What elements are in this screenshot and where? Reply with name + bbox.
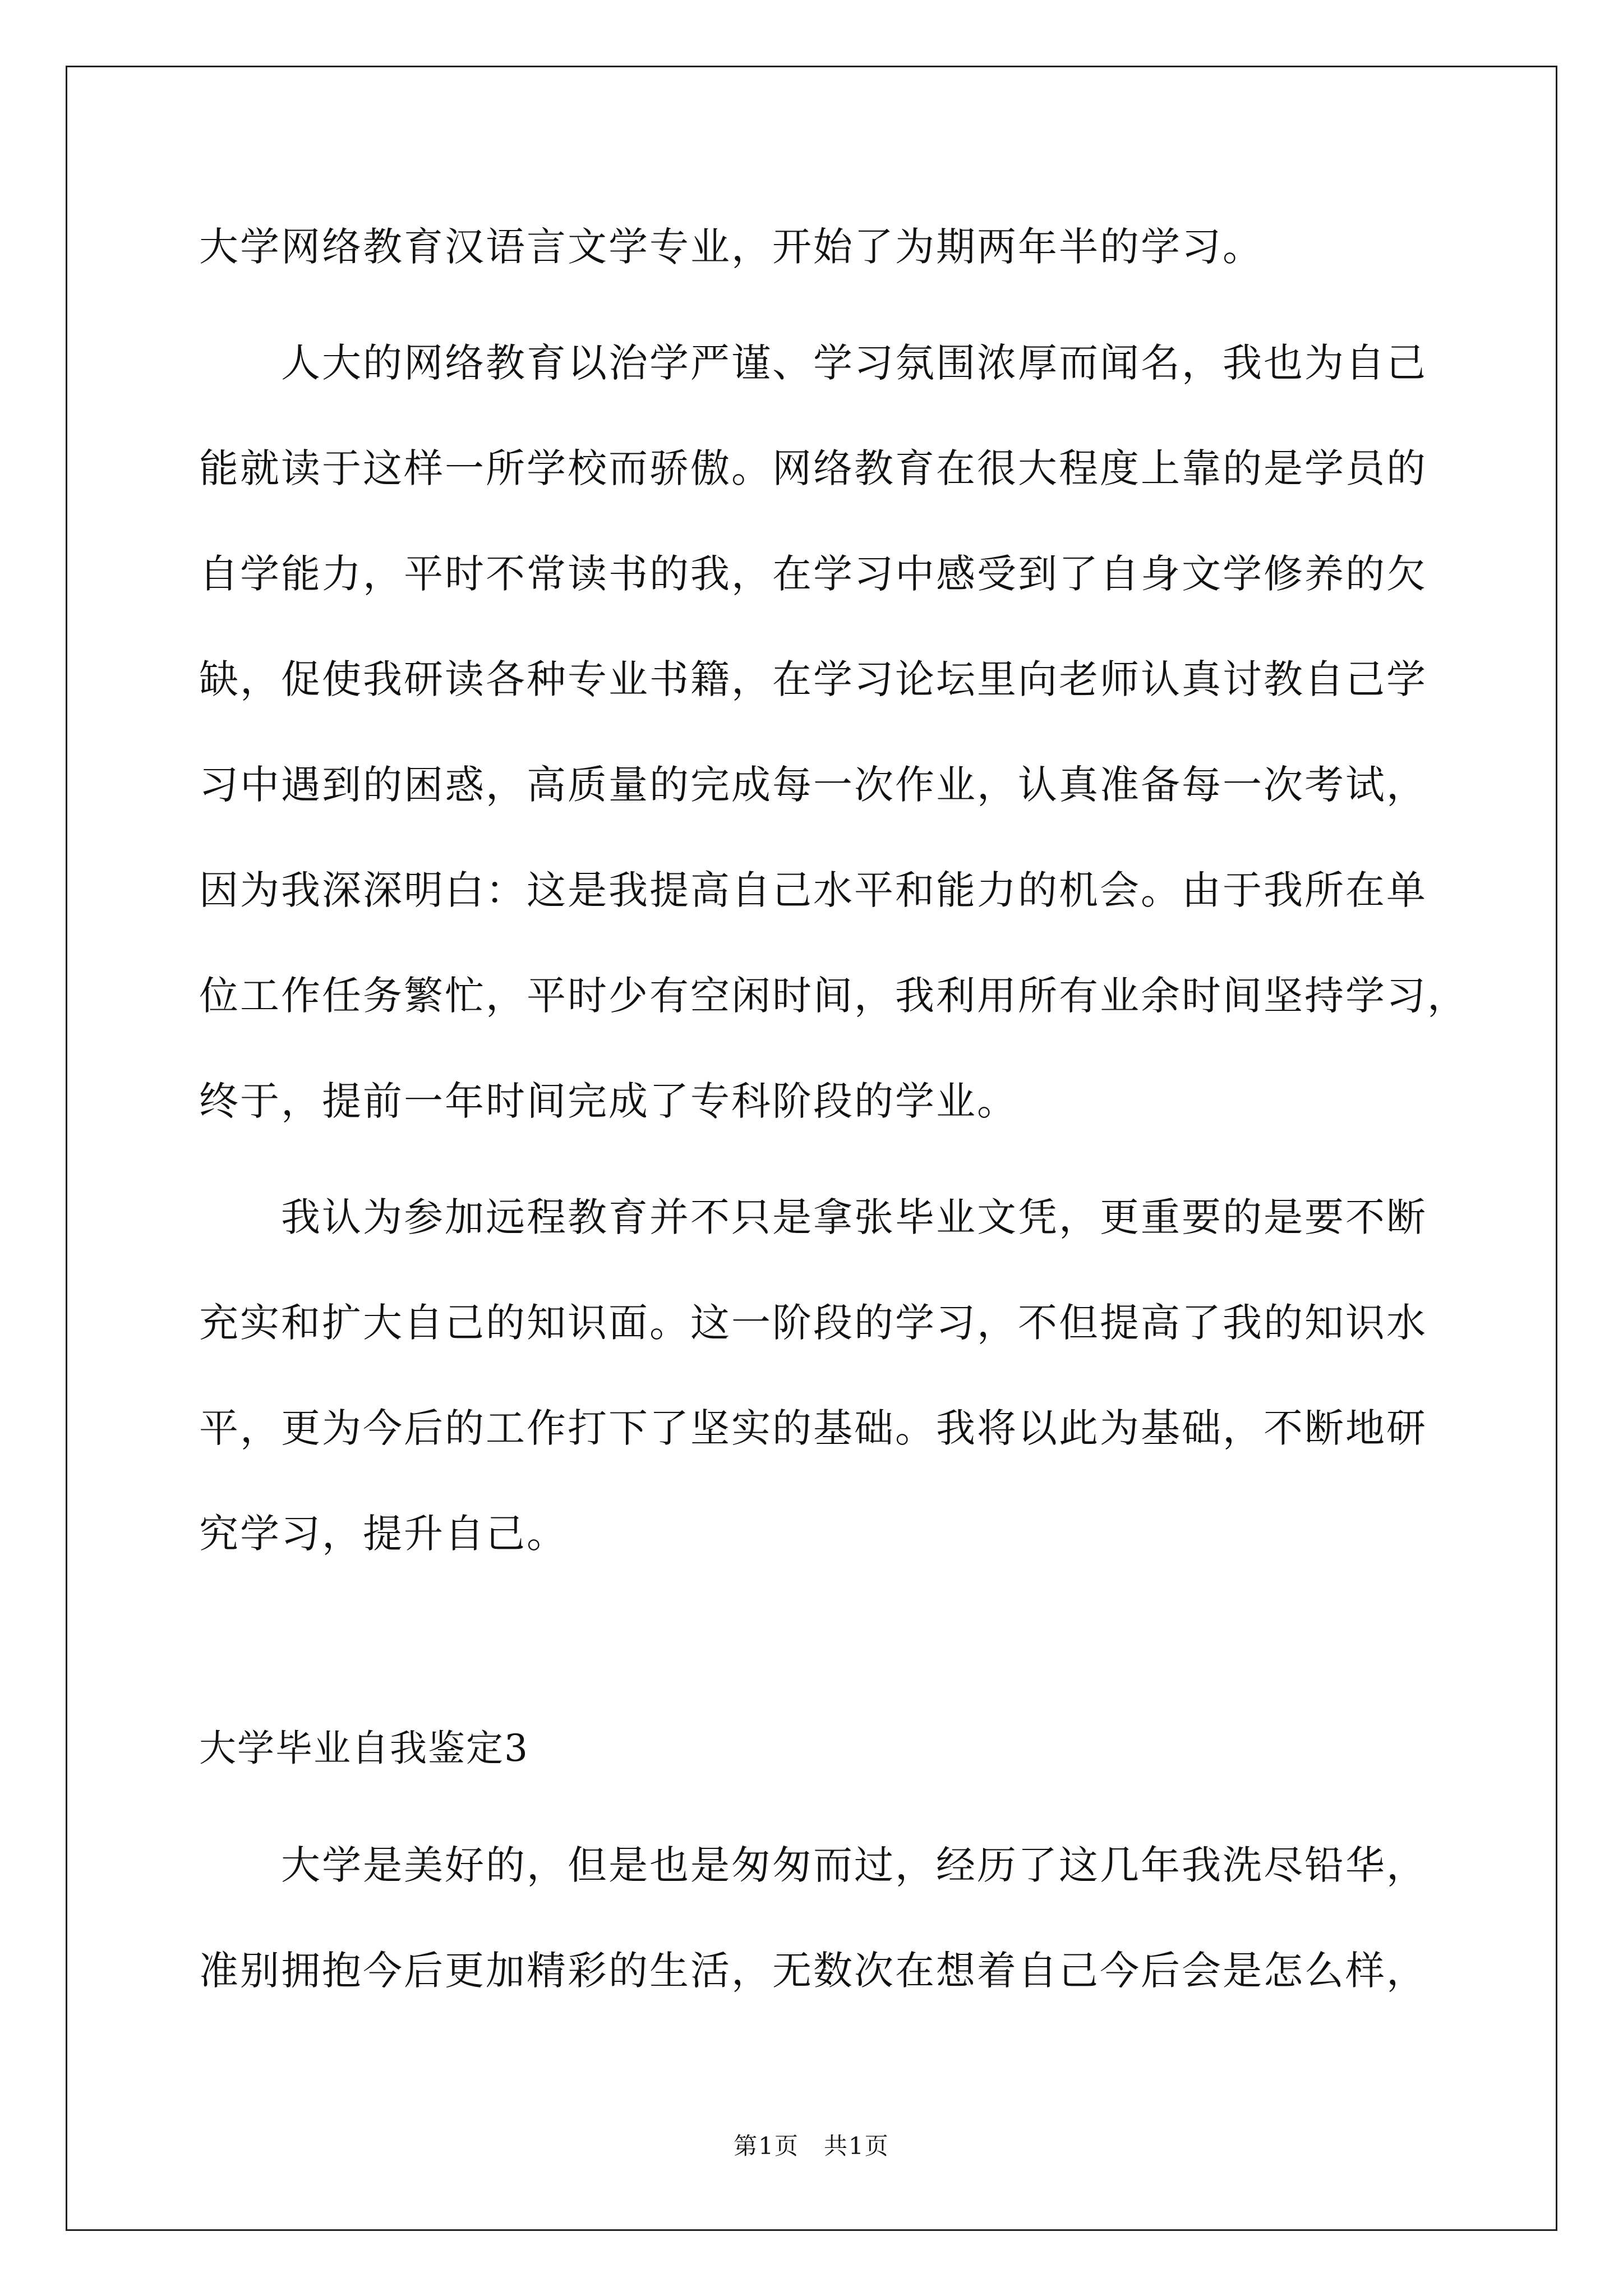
text-line: 准别拥抱今后更加精彩的生活，无数次在想着自己今后会是怎么样， [199, 1948, 1427, 1994]
text-line: 因为我深深明白：这是我提高自己水平和能力的机会。由于我所在单 [199, 867, 1427, 913]
text-line: 终于，提前一年时间完成了专科阶段的学业。 [199, 1078, 1018, 1124]
page-number-footer: 第1页 共1页 [734, 2132, 889, 2160]
text-line: 究学习，提升自己。 [199, 1511, 568, 1557]
section-heading: 大学毕业自我鉴定3 [199, 1727, 529, 1770]
page-border [66, 66, 1557, 2231]
text-line: 我认为参加远程教育并不只是拿张毕业文凭，更重要的是要不断 [281, 1194, 1427, 1240]
text-line: 大学网络教育汉语言文学专业，开始了为期两年半的学习。 [199, 224, 1264, 270]
text-line: 人大的网络教育以治学严谨、学习氛围浓厚而闻名，我也为自己 [281, 340, 1427, 386]
text-line: 平，更为今后的工作打下了坚实的基础。我将以此为基础，不断地研 [199, 1405, 1427, 1451]
text-line: 位工作任务繁忙，平时少有空闲时间，我利用所有业余时间坚持学习， [199, 973, 1468, 1019]
text-line: 习中遇到的困惑，高质量的完成每一次作业，认真准备每一次考试， [199, 762, 1427, 808]
text-line: 缺，促使我研读各种专业书籍，在学习论坛里向老师认真讨教自己学 [199, 656, 1427, 702]
text-line: 大学是美好的，但是也是匆匆而过，经历了这几年我洗尽铅华， [281, 1842, 1427, 1888]
text-line: 能就读于这样一所学校而骄傲。网络教育在很大程度上靠的是学员的 [199, 445, 1427, 491]
text-line: 自学能力，平时不常读书的我，在学习中感受到了自身文学修养的欠 [199, 551, 1427, 597]
text-line: 充实和扩大自己的知识面。这一阶段的学习，不但提高了我的知识水 [199, 1300, 1427, 1346]
